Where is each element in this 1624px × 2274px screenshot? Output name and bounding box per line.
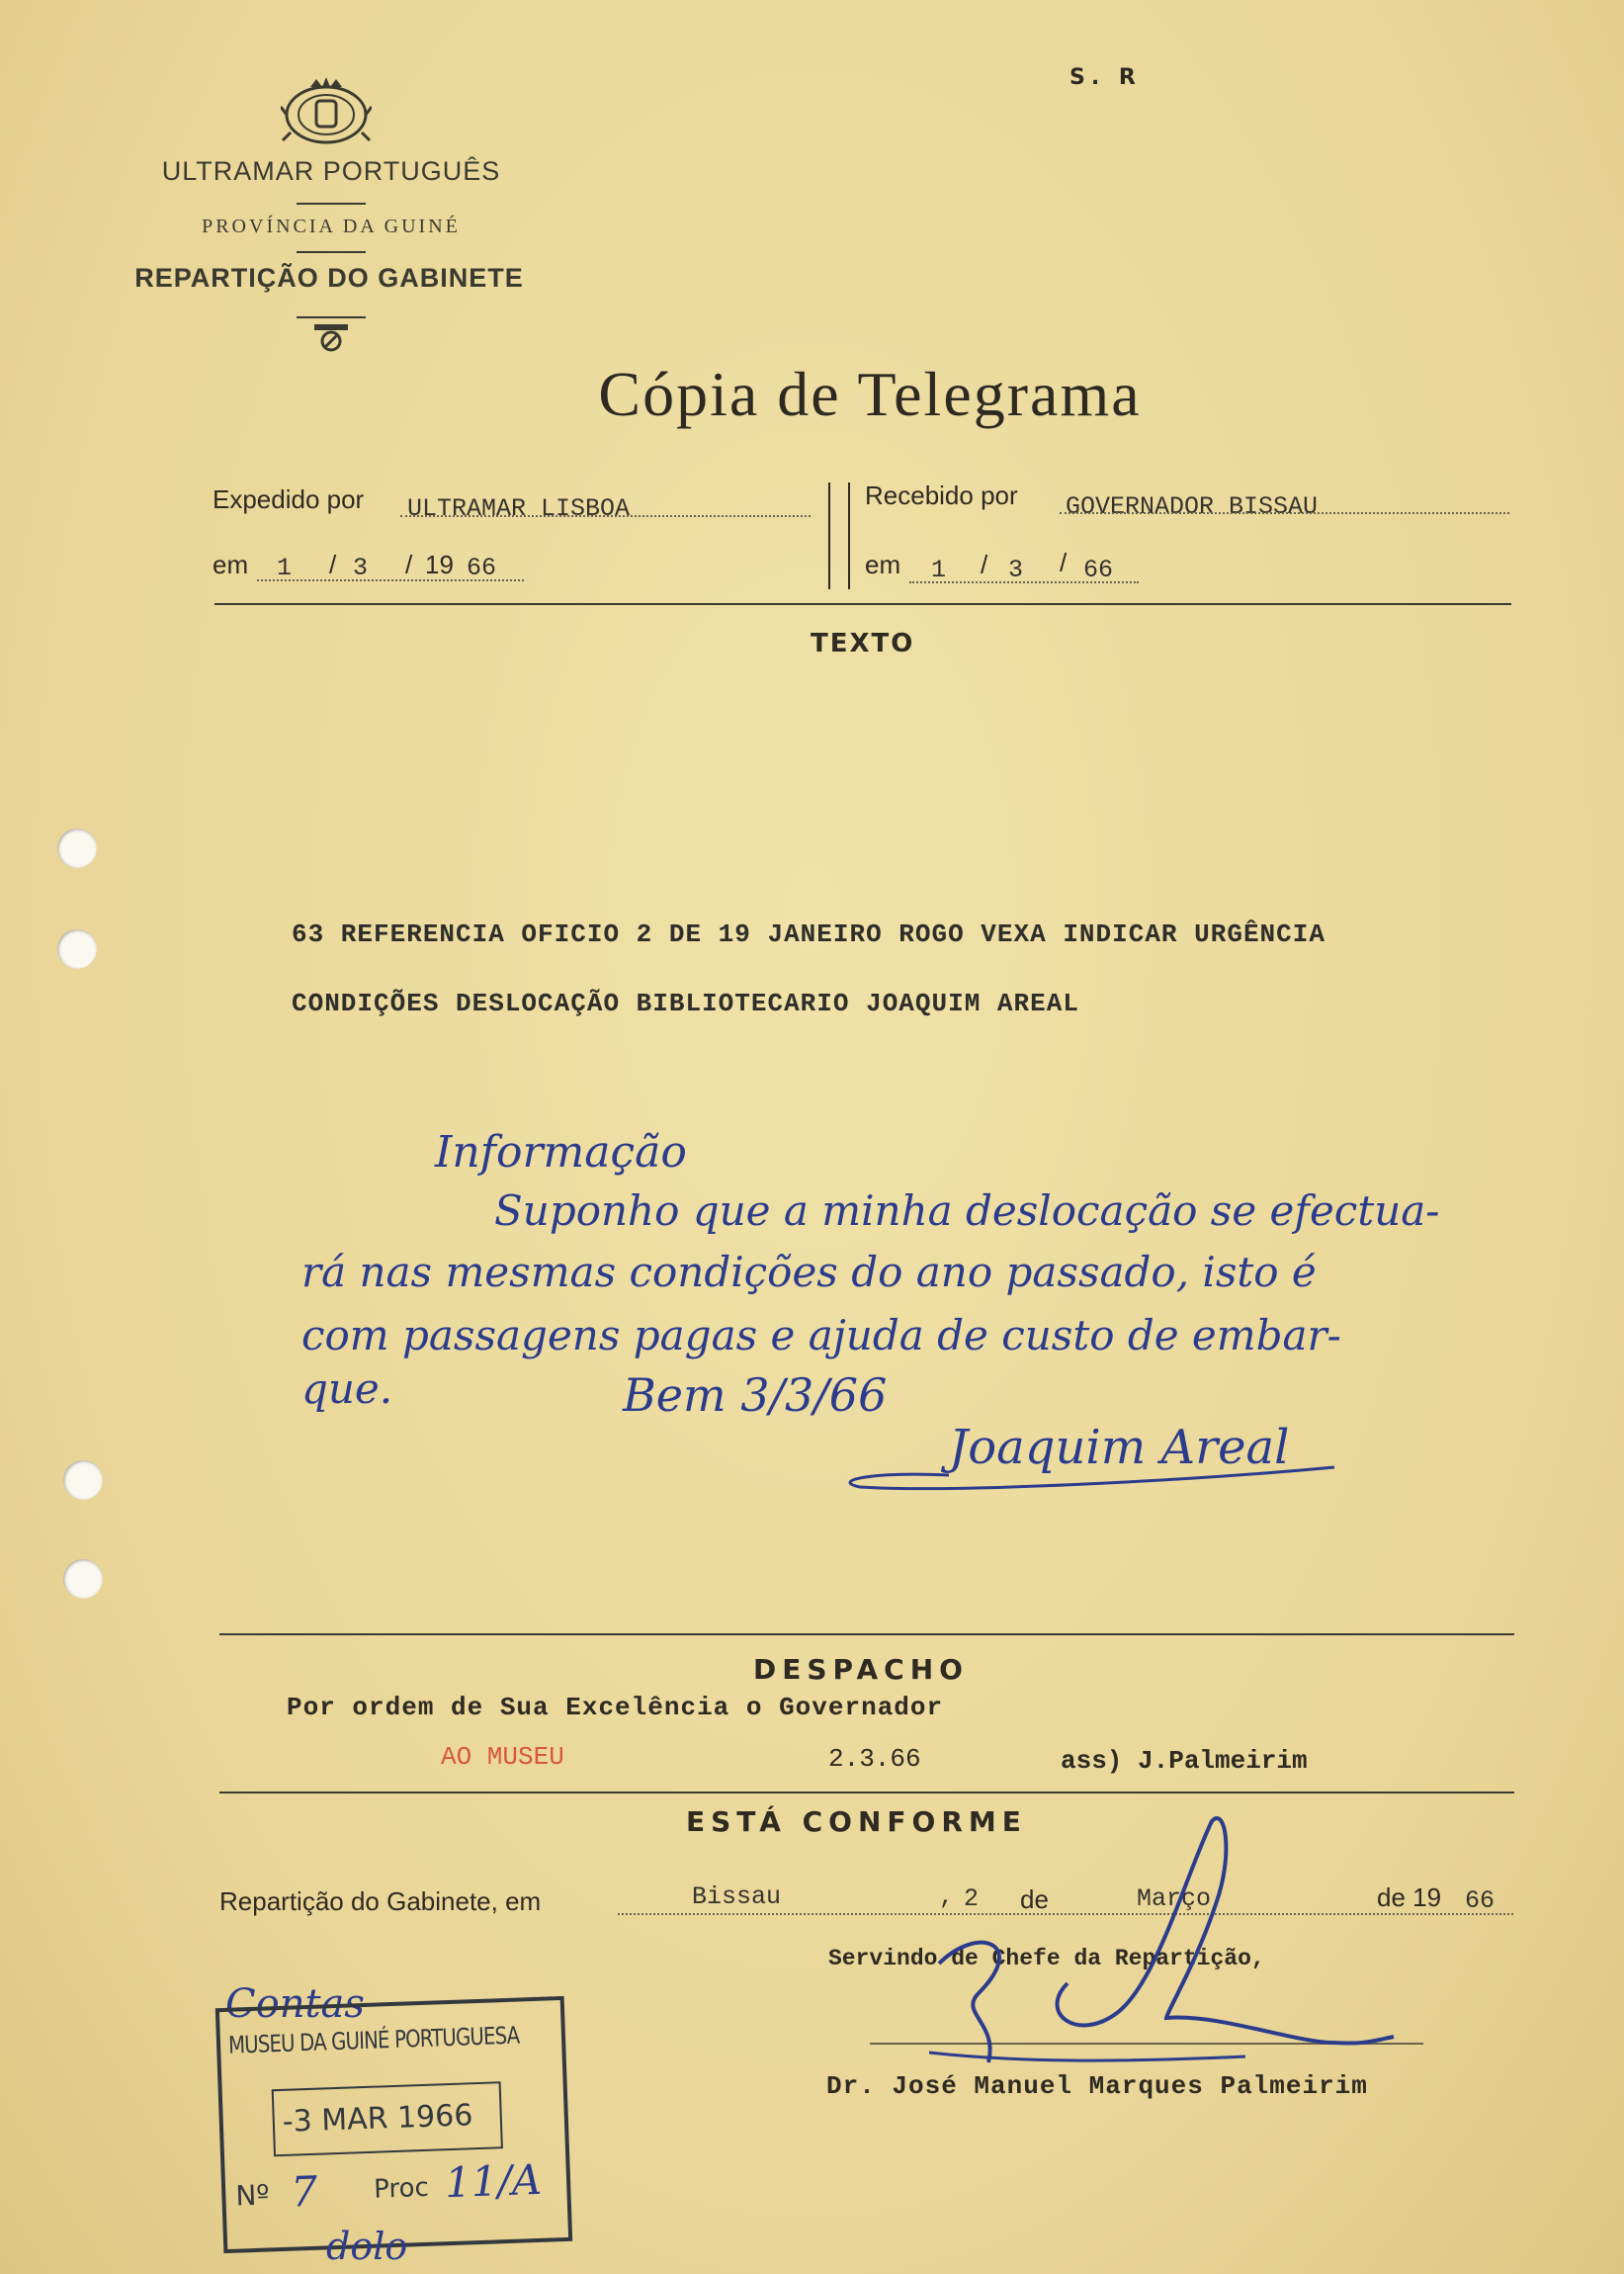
received-label: Recebido por — [865, 481, 1018, 510]
sent-day: 1 — [277, 554, 293, 582]
header-line-3: REPARTIÇÃO DO GABINETE — [134, 263, 524, 293]
page-title: Cópia de Telegrama — [598, 359, 1142, 429]
handwritten-date: Bem 3/3/66 — [623, 1368, 888, 1422]
vertical-divider — [828, 482, 830, 589]
corner-mark: S. R — [1069, 65, 1142, 90]
header-rule — [214, 603, 1511, 605]
date-slash: / — [1060, 548, 1068, 577]
sent-value: ULTRAMAR LISBOA — [407, 494, 631, 523]
conforme-month: Março — [1137, 1884, 1212, 1913]
stamp-date: -3 MAR 1966 — [282, 2098, 473, 2140]
texto-heading: TEXTO — [811, 629, 915, 658]
punch-hole — [57, 929, 97, 969]
signature-flourish — [830, 1442, 1344, 1491]
despacho-heading: DESPACHO — [753, 1653, 969, 1686]
stamp-institution: MUSEU DA GUINÉ PORTUGUESA — [227, 2021, 520, 2059]
despacho-destination: AO MUSEU — [441, 1742, 564, 1772]
sent-year: 66 — [467, 554, 497, 582]
received-month: 3 — [1008, 556, 1024, 584]
sent-date-line — [257, 579, 524, 581]
sent-year-prefix: 19 — [425, 550, 454, 579]
received-value-line — [1060, 512, 1509, 514]
handwritten-line-3: com passagens pagas e ajuda de custo de embar- — [301, 1311, 1341, 1359]
header-divider — [297, 316, 366, 318]
stamp-bottom-note: dolo — [326, 2225, 408, 2268]
despacho-rule — [219, 1633, 1514, 1635]
header-line-1: ULTRAMAR PORTUGUÊS — [161, 156, 501, 186]
conforme-rule — [219, 1792, 1514, 1793]
sent-value-line — [400, 515, 811, 517]
header-divider — [297, 203, 366, 205]
conforme-day-separator: , — [939, 1882, 955, 1911]
stamp-proc-label: Proc — [373, 2172, 430, 2205]
despacho-date: 2.3.66 — [828, 1744, 921, 1774]
conforme-serving: Servindo de Chefe da Repartição, — [828, 1946, 1265, 1971]
conforme-place-label: Repartição do Gabinete, em — [219, 1886, 542, 1916]
handwritten-line-1: Suponho que a minha deslocação se efectua- — [494, 1186, 1440, 1235]
vertical-divider — [848, 482, 850, 589]
conforme-heading: ESTÁ CONFORME — [686, 1805, 1027, 1838]
received-year: 66 — [1083, 556, 1114, 584]
received-date-line — [909, 581, 1139, 583]
official-signature — [919, 1815, 1413, 2082]
message-line-2: CONDIÇÕES DESLOCAÇÃO BIBLIOTECARIO JOAQUIM AREAL — [292, 989, 1079, 1018]
punch-hole — [57, 829, 97, 868]
received-date-label: em — [865, 550, 901, 579]
date-slash: / — [405, 550, 413, 579]
date-slash: / — [329, 550, 337, 579]
punch-hole — [63, 1559, 103, 1599]
sent-label: Expedido por — [213, 484, 365, 514]
small-emblem-icon — [312, 322, 350, 352]
message-line-1: 63 REFERENCIA OFICIO 2 DE 19 JANEIRO ROGO VEXA INDICAR URGÊNCIA — [292, 919, 1325, 949]
punch-hole — [63, 1460, 103, 1500]
handwritten-line-4: que. — [301, 1364, 393, 1413]
header-divider — [297, 251, 366, 253]
sent-date-label: em — [213, 550, 249, 579]
conforme-official: Dr. José Manuel Marques Palmeirim — [826, 2071, 1368, 2101]
sent-month: 3 — [353, 554, 369, 582]
received-value: GOVERNADOR BISSAU — [1066, 492, 1319, 521]
header-line-2: PROVÍNCIA DA GUINÉ — [202, 216, 461, 237]
date-slash: / — [981, 550, 988, 579]
stamp-note: Contas — [225, 1981, 365, 2027]
stamp-number: 7 — [290, 2166, 318, 2217]
stamp-date-box — [272, 2081, 503, 2156]
conforme-year: 66 — [1465, 1886, 1496, 1915]
museum-stamp — [215, 1996, 572, 2253]
handwritten-signature: Joaquim Areal — [949, 1420, 1290, 1475]
conforme-place: Bissau — [692, 1882, 782, 1911]
handwritten-heading: Informação — [435, 1127, 687, 1178]
conforme-year-label: de 19 — [1377, 1882, 1442, 1912]
conforme-day: 2 — [964, 1884, 980, 1913]
conforme-de: de — [1020, 1884, 1049, 1914]
despacho-order: Por ordem de Sua Excelência o Governador — [287, 1693, 944, 1722]
stamp-number-label: Nº — [234, 2178, 271, 2213]
stamp-proc-value: 11/A — [444, 2154, 543, 2208]
handwritten-line-2: rá nas mesmas condições do ano passado, isto é — [301, 1248, 1317, 1296]
despacho-signed: ass) J.Palmeirim — [1061, 1746, 1308, 1776]
coat-of-arms-icon — [281, 75, 372, 150]
received-day: 1 — [931, 556, 947, 584]
